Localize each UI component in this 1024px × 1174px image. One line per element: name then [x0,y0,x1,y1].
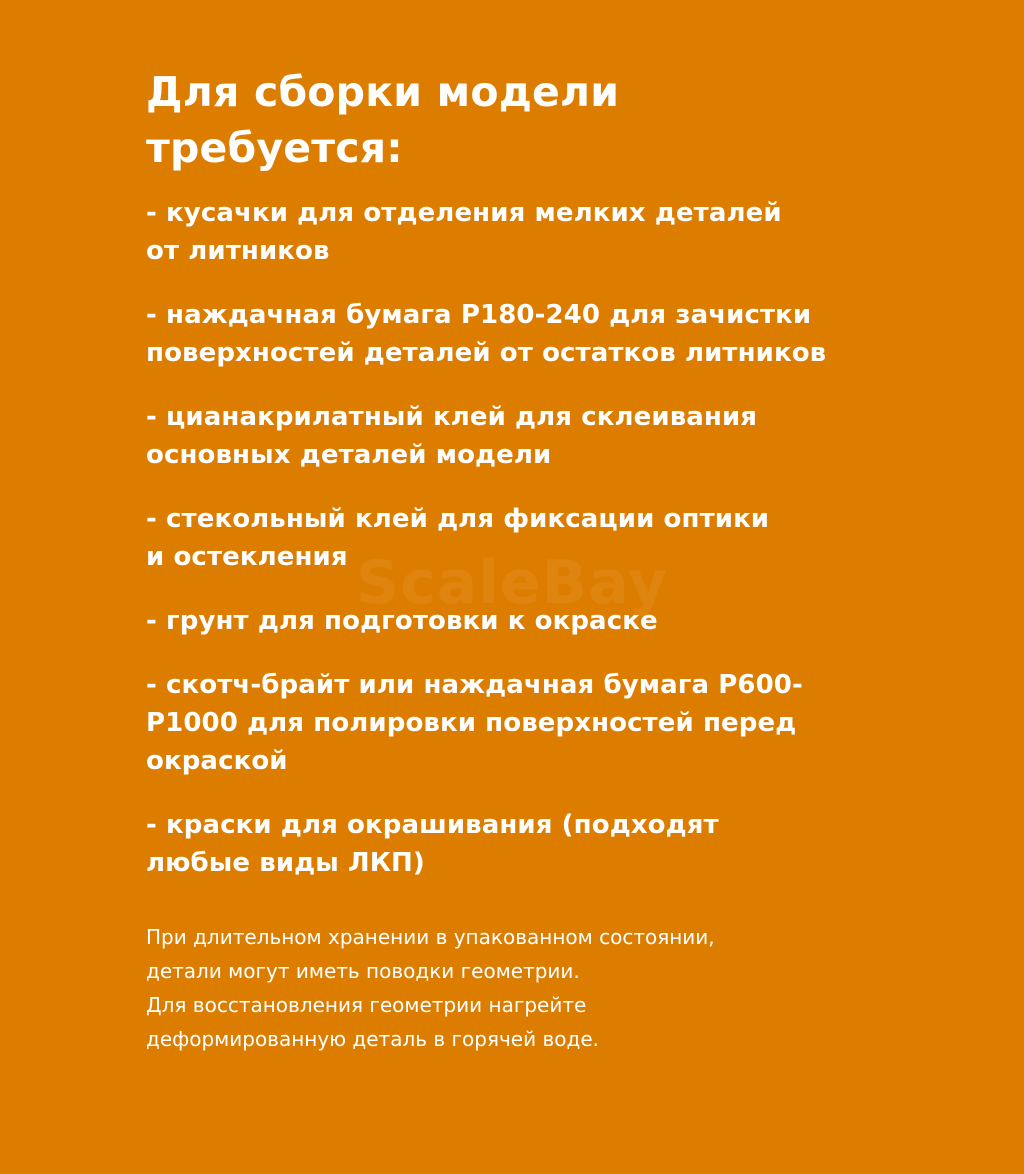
list-item-line: - цианакрилатный клей для склеивания [146,402,758,432]
list-item [146,806,946,882]
note-line: Для восстановления геометрии нагрейте [146,993,587,1017]
list-item [146,296,946,372]
list-item [146,500,946,576]
content-area [146,64,946,1056]
list-item-line: поверхностей деталей от остатков литников [146,338,827,368]
list-item-line: - скотч-брайт или наждачная бумага Р600- [146,670,803,700]
list-item-line: - стекольный клей для фиксации оптики [146,504,770,534]
list-item-line: - наждачная бумага Р180-240 для зачистки [146,300,812,330]
list-item-line: от литников [146,236,330,266]
page-title [146,64,946,176]
list-item-line: - кусачки для отделения мелких деталей [146,198,782,228]
storage-note [146,920,946,1056]
list-item-line: - грунт для подготовки к окраске [146,606,658,636]
title-line: требуется: [146,124,403,172]
note-line: При длительном хранении в упакованном состоянии, [146,925,715,949]
list-item [146,602,946,640]
list-item-line: и остекления [146,542,348,572]
list-item-line: - краски для окрашивания (подходят [146,810,719,840]
requirements-list [146,194,946,882]
list-item [146,666,946,780]
list-item-line: окраской [146,746,288,776]
watermark-text: ScaleBay [356,548,669,618]
list-item-line: любые виды ЛКП) [146,848,425,878]
list-item-line: основных деталей модели [146,440,552,470]
list-item [146,398,946,474]
list-item [146,194,946,270]
note-line: деформированную деталь в горячей воде. [146,1027,599,1051]
list-item-line: Р1000 для полировки поверхностей перед [146,708,797,738]
note-line: детали могут иметь поводки геометрии. [146,959,580,983]
title-line: Для сборки модели [146,68,620,116]
